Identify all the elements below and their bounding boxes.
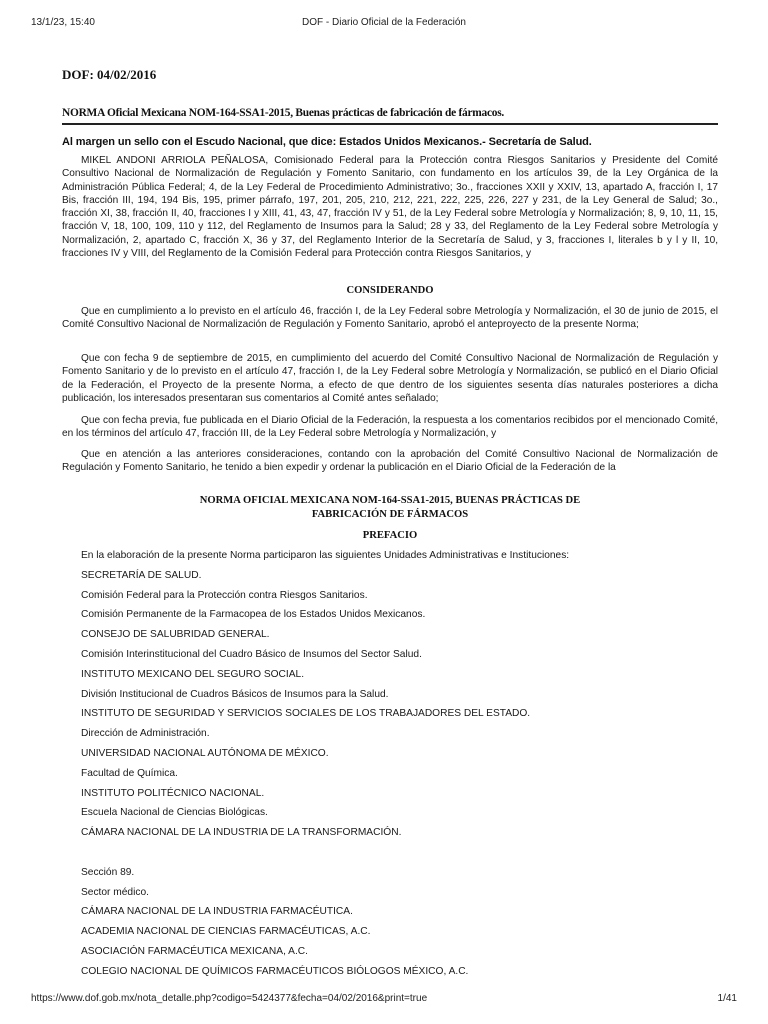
- considerando-paragraph-4: Que en atención a las anteriores consideraciones, contando con la aprobación del Comité Consultivo Nacional de Normalización de Regulación y Fomento Sanitario, he tenido a bien expedir y ordenar la publicación en el Diario Oficial de la Federación de la: [62, 449, 718, 474]
- considerando-paragraph-2: Que con fecha 9 de septiembre de 2015, en cumplimiento del acuerdo del Comité Consultivo Nacional de Normalización de Regulación y Fomento Sanitario y de lo previsto en el artículo 47, fracción I, de la Ley Federal sobre Metrología y Normalización, se publicó en el Diario Oficial de la Federación, el Proyecto de la presente Norma, a efecto de que dentro de los siguientes sesenta días naturales posteriores a dicha publicación, los interesados presentaran sus comentarios al Comité antes señalado;: [62, 353, 718, 404]
- list-item: CONSEJO DE SALUBRIDAD GENERAL.: [81, 629, 270, 641]
- list-item: COLEGIO NACIONAL DE QUÍMICOS FARMACÉUTICOS BIÓLOGOS MÉXICO, A.C.: [81, 965, 469, 977]
- list-item: Facultad de Química.: [81, 767, 178, 779]
- considerando-paragraph-1: Que en cumplimiento a lo previsto en el artículo 46, fracción I, de la Ley Federal sobre Metrología y Normalización, el 30 de junio de 2015, el Comité Consultivo Nacional de Normalización de Regulación y Fomento Sanitario, aprobó el anteproyecto de la presente Norma;: [62, 306, 718, 331]
- list-item: Sección 89.: [81, 866, 135, 878]
- list-item: En la elaboración de la presente Norma participaron las siguientes Unidades Administrativas e Instituciones:: [81, 550, 570, 561]
- intro-paragraph: MIKEL ANDONI ARRIOLA PEÑALOSA, Comisionado Federal para la Protección contra Riesgos Sanitarios y Presidente del Comité Consultivo Nacional de Normalización de Regulación y Fomento Sanitario, con fundamento en los artículos 39, de la Ley Orgánica de la Administración Pública Federal; 4, de la Ley Federal de Procedimiento Administrativo; 3o., fracciones XXII y XXIV, 13, apartado A, fracción I, 17 Bis, fracción III, 194, 194 Bis, 195, primer párrafo, 197, 201, 205, 210, 212, 221, 222, 225, 226, 227 y 231, de la Ley General de Salud; 3o., fracción XI, 38, fracción II, 40, fracciones I y XIII, 41, 43, 47, fracción IV y 51, de la Ley Federal sobre Metrología y Normalización; 8, 9, 10, 11, 15, fracción V, 18, 100, 109, 110 y 112, del Reglamento de Insumos para la Salud; 28 y 33, del Reglamento de la Ley Federal sobre Metrología y Normalización, 2, apartado C, fracción X, 36 y 37, del Reglamento Interior de la Secretaría de Salud, y 3, fracciones I, literales b y l y II, 10, fracciones IV y VIII, del Reglamento de la Comisión Federal para Protección contra Riesgos Sanitarios, y: [62, 155, 718, 260]
- list-item: Comisión Interinstitucional del Cuadro Básico de Insumos del Sector Salud.: [81, 648, 422, 660]
- page-url-link[interactable]: https://www.dof.gob.mx/nota_detalle.php?codigo=5424377&fecha=04/02/2016&print=true: [31, 993, 428, 1004]
- list-item: Sector médico.: [81, 886, 149, 898]
- list-item: SECRETARÍA DE SALUD.: [81, 569, 202, 581]
- list-item: Dirección de Administración.: [81, 728, 210, 740]
- page-number: 1/41: [717, 993, 737, 1004]
- list-item: UNIVERSIDAD NACIONAL AUTÓNOMA DE MÉXICO.: [81, 747, 329, 759]
- considerando-paragraph-3: Que con fecha previa, fue publicada en el Diario Oficial de la Federación, la respuesta a los comentarios recibidos por el mencionado Comité, en los términos del artículo 47, fracción III, de la Ley Federal sobre Metrología y Normalización, y: [62, 415, 718, 440]
- norma-heading: NORMA OFICIAL MEXICANA NOM-164-SSA1-2015, BUENAS PRÁCTICAS DE FABRICACIÓN DE FÁRMACOS: [199, 495, 581, 520]
- dof-date: DOF: 04/02/2016: [62, 67, 157, 82]
- list-item: División Institucional de Cuadros Básicos de Insumos para la Salud.: [81, 688, 389, 700]
- list-spacer: [81, 847, 721, 867]
- print-page-title: DOF - Diario Oficial de la Federación: [302, 17, 466, 28]
- list-item: CÁMARA NACIONAL DE LA INDUSTRIA DE LA TRANSFORMACIÓN.: [81, 827, 402, 839]
- list-item: Comisión Permanente de la Farmacopea de los Estados Unidos Mexicanos.: [81, 609, 426, 621]
- prefacio-heading: PREFACIO: [362, 530, 418, 541]
- considerando-heading: CONSIDERANDO: [346, 285, 434, 296]
- title-divider: [62, 123, 718, 125]
- list-item: ASOCIACIÓN FARMACÉUTICA MEXICANA, A.C.: [81, 945, 308, 957]
- list-item: INSTITUTO MEXICANO DEL SEGURO SOCIAL.: [81, 668, 305, 680]
- list-item: INSTITUTO DE SEGURIDAD Y SERVICIOS SOCIALES DE LOS TRABAJADORES DEL ESTADO.: [81, 708, 531, 720]
- list-item: Comisión Federal para la Protección contra Riesgos Sanitarios.: [81, 589, 368, 601]
- norma-title: NORMA Oficial Mexicana NOM-164-SSA1-2015, Buenas prácticas de fabricación de fármacos.: [62, 107, 504, 119]
- list-item: INSTITUTO POLITÉCNICO NACIONAL.: [81, 787, 265, 799]
- list-item: CÁMARA NACIONAL DE LA INDUSTRIA FARMACÉUTICA.: [81, 906, 353, 918]
- list-item: Escuela Nacional de Ciencias Biológicas.: [81, 807, 268, 819]
- margin-seal-line: Al margen un sello con el Escudo Nacional, que dice: Estados Unidos Mexicanos.- Secretaría de Salud.: [62, 136, 592, 148]
- list-item: ACADEMIA NACIONAL DE CIENCIAS FARMACÉUTICAS, A.C.: [81, 926, 371, 938]
- prefacio-list: [81, 550, 721, 986]
- print-footer: [31, 993, 737, 1007]
- print-datetime: 13/1/23, 15:40: [31, 17, 95, 28]
